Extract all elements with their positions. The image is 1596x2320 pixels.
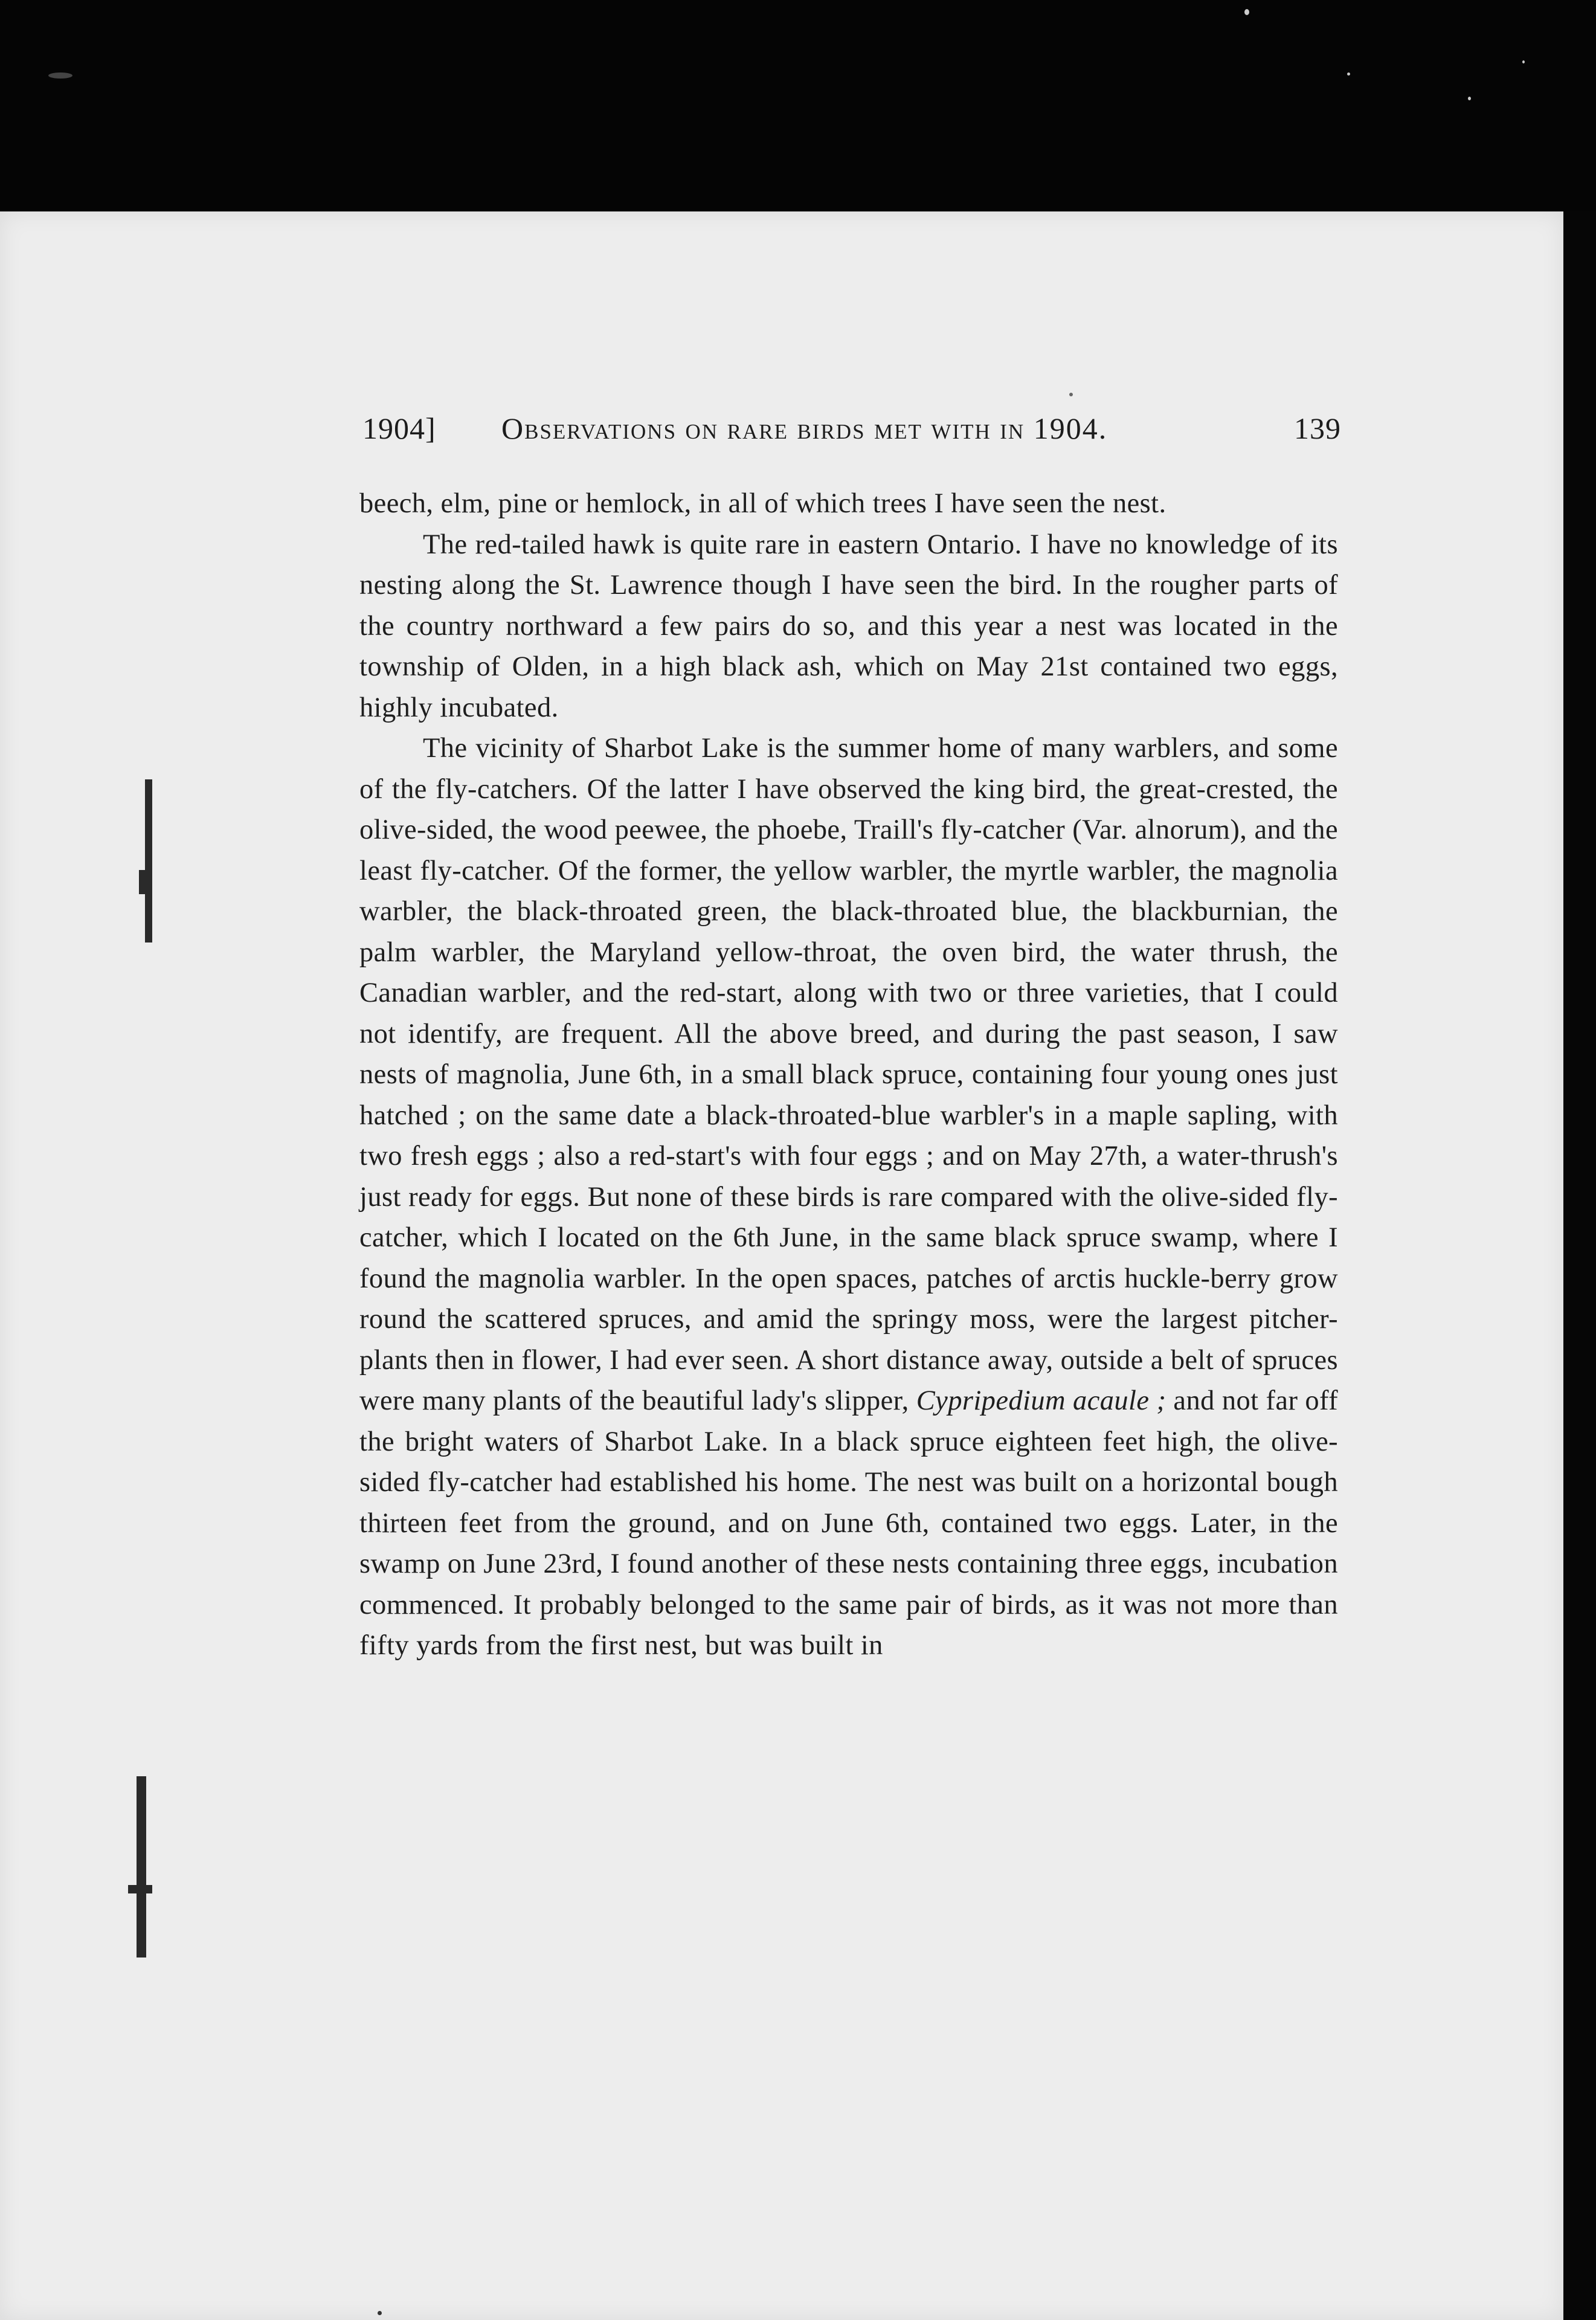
page-number: 139: [1294, 411, 1341, 445]
scanner-background-right: [1563, 211, 1596, 2320]
scanner-background-top: [0, 0, 1596, 211]
paragraph-text: The red-tailed hawk is quite rare in eastern Ontario. I have no knowledge of its nesting along the St. Lawrence though I have seen the bird. In the rougher parts of the country northward a few pairs do so, and this year a nest was located in the township of Olden, in a high black ash, which on May 21st contained two eggs, highly incubated.: [359, 529, 1338, 723]
header-title: Observations on rare birds met with in 1904.: [501, 411, 1108, 445]
paragraph-text: The vicinity of Sharbot Lake is the summer home of many warblers, and some of the fly-catchers. Of the latter I have observed the king bird, the great-crested, the olive-sided, the wood peewee, the phoebe, Traill's fly-catcher (Var. alnorum), and the least fly-catcher. Of the former, the yellow warbler, the myrtle warbler, the magnolia warbler, the black-throated green, the black-throated blue, the blackburnian, the palm warbler, the Maryland yellow-throat, the oven bird, the water thrush, the Canadian warbler, and the red-start, along with two or three varieties, that I could not identify, are frequent. All the above breed, and during the past season, I saw nests of magnolia, June 6th, in a small black spruce, containing four young ones just hatched ; on the same date a black-throated-blue warbler's in a maple sapling, with two fresh eggs ; also a red-start's with four eggs ; and on May 27th, a water-thrush's just ready for eggs. But none of these birds is rare compared with the olive-sided fly-catcher, which I located on the 6th June, in the same black spruce swamp, where I found the magnolia warbler. In the open spaces, patches of arctis huckle-berry grow round the scattered spruces, and amid the springy moss, were the largest pitcher-plants then in flower, I had ever seen. A short distance away, outside a belt of spruces were many plants of the beautiful lady's slipper,: [359, 733, 1338, 1416]
dust-speck: [378, 2311, 382, 2315]
body-text: [359, 483, 1338, 1666]
dust-speck: [1347, 72, 1350, 76]
paragraph-sharbot-lake: [359, 728, 1338, 1666]
header-year: 1904]: [362, 411, 436, 445]
margin-mark: [145, 779, 152, 942]
margin-mark: [128, 1885, 152, 1893]
dust-speck: [48, 72, 72, 79]
dust-speck: [1522, 60, 1525, 63]
running-header: [362, 411, 1341, 459]
species-name-italic: Cypripedium acaule ;: [916, 1385, 1166, 1416]
paragraph-red-tailed-hawk: [359, 524, 1338, 729]
paragraph-text: beech, elm, pine or hemlock, in all of which trees I have seen the nest.: [359, 488, 1166, 519]
margin-mark: [139, 870, 152, 894]
dust-speck: [1069, 393, 1073, 396]
dust-speck: [1244, 9, 1249, 15]
dust-speck: [1468, 97, 1471, 100]
paragraph-continuation: [359, 483, 1338, 524]
margin-mark: [137, 1776, 146, 1957]
paragraph-text: and not far off the bright waters of Sharbot Lake. In a black spruce eighteen feet high, the olive-sided fly-catcher had established his home. The nest was built on a horizontal bough thirteen feet from the ground, and on June 6th, contained two eggs. Later, in the swamp on June 23rd, I found another of these nests containing three eggs, incubation commenced. It probably belonged to the same pair of birds, as it was not more than fifty yards from the first nest, but was built in: [359, 1385, 1338, 1661]
